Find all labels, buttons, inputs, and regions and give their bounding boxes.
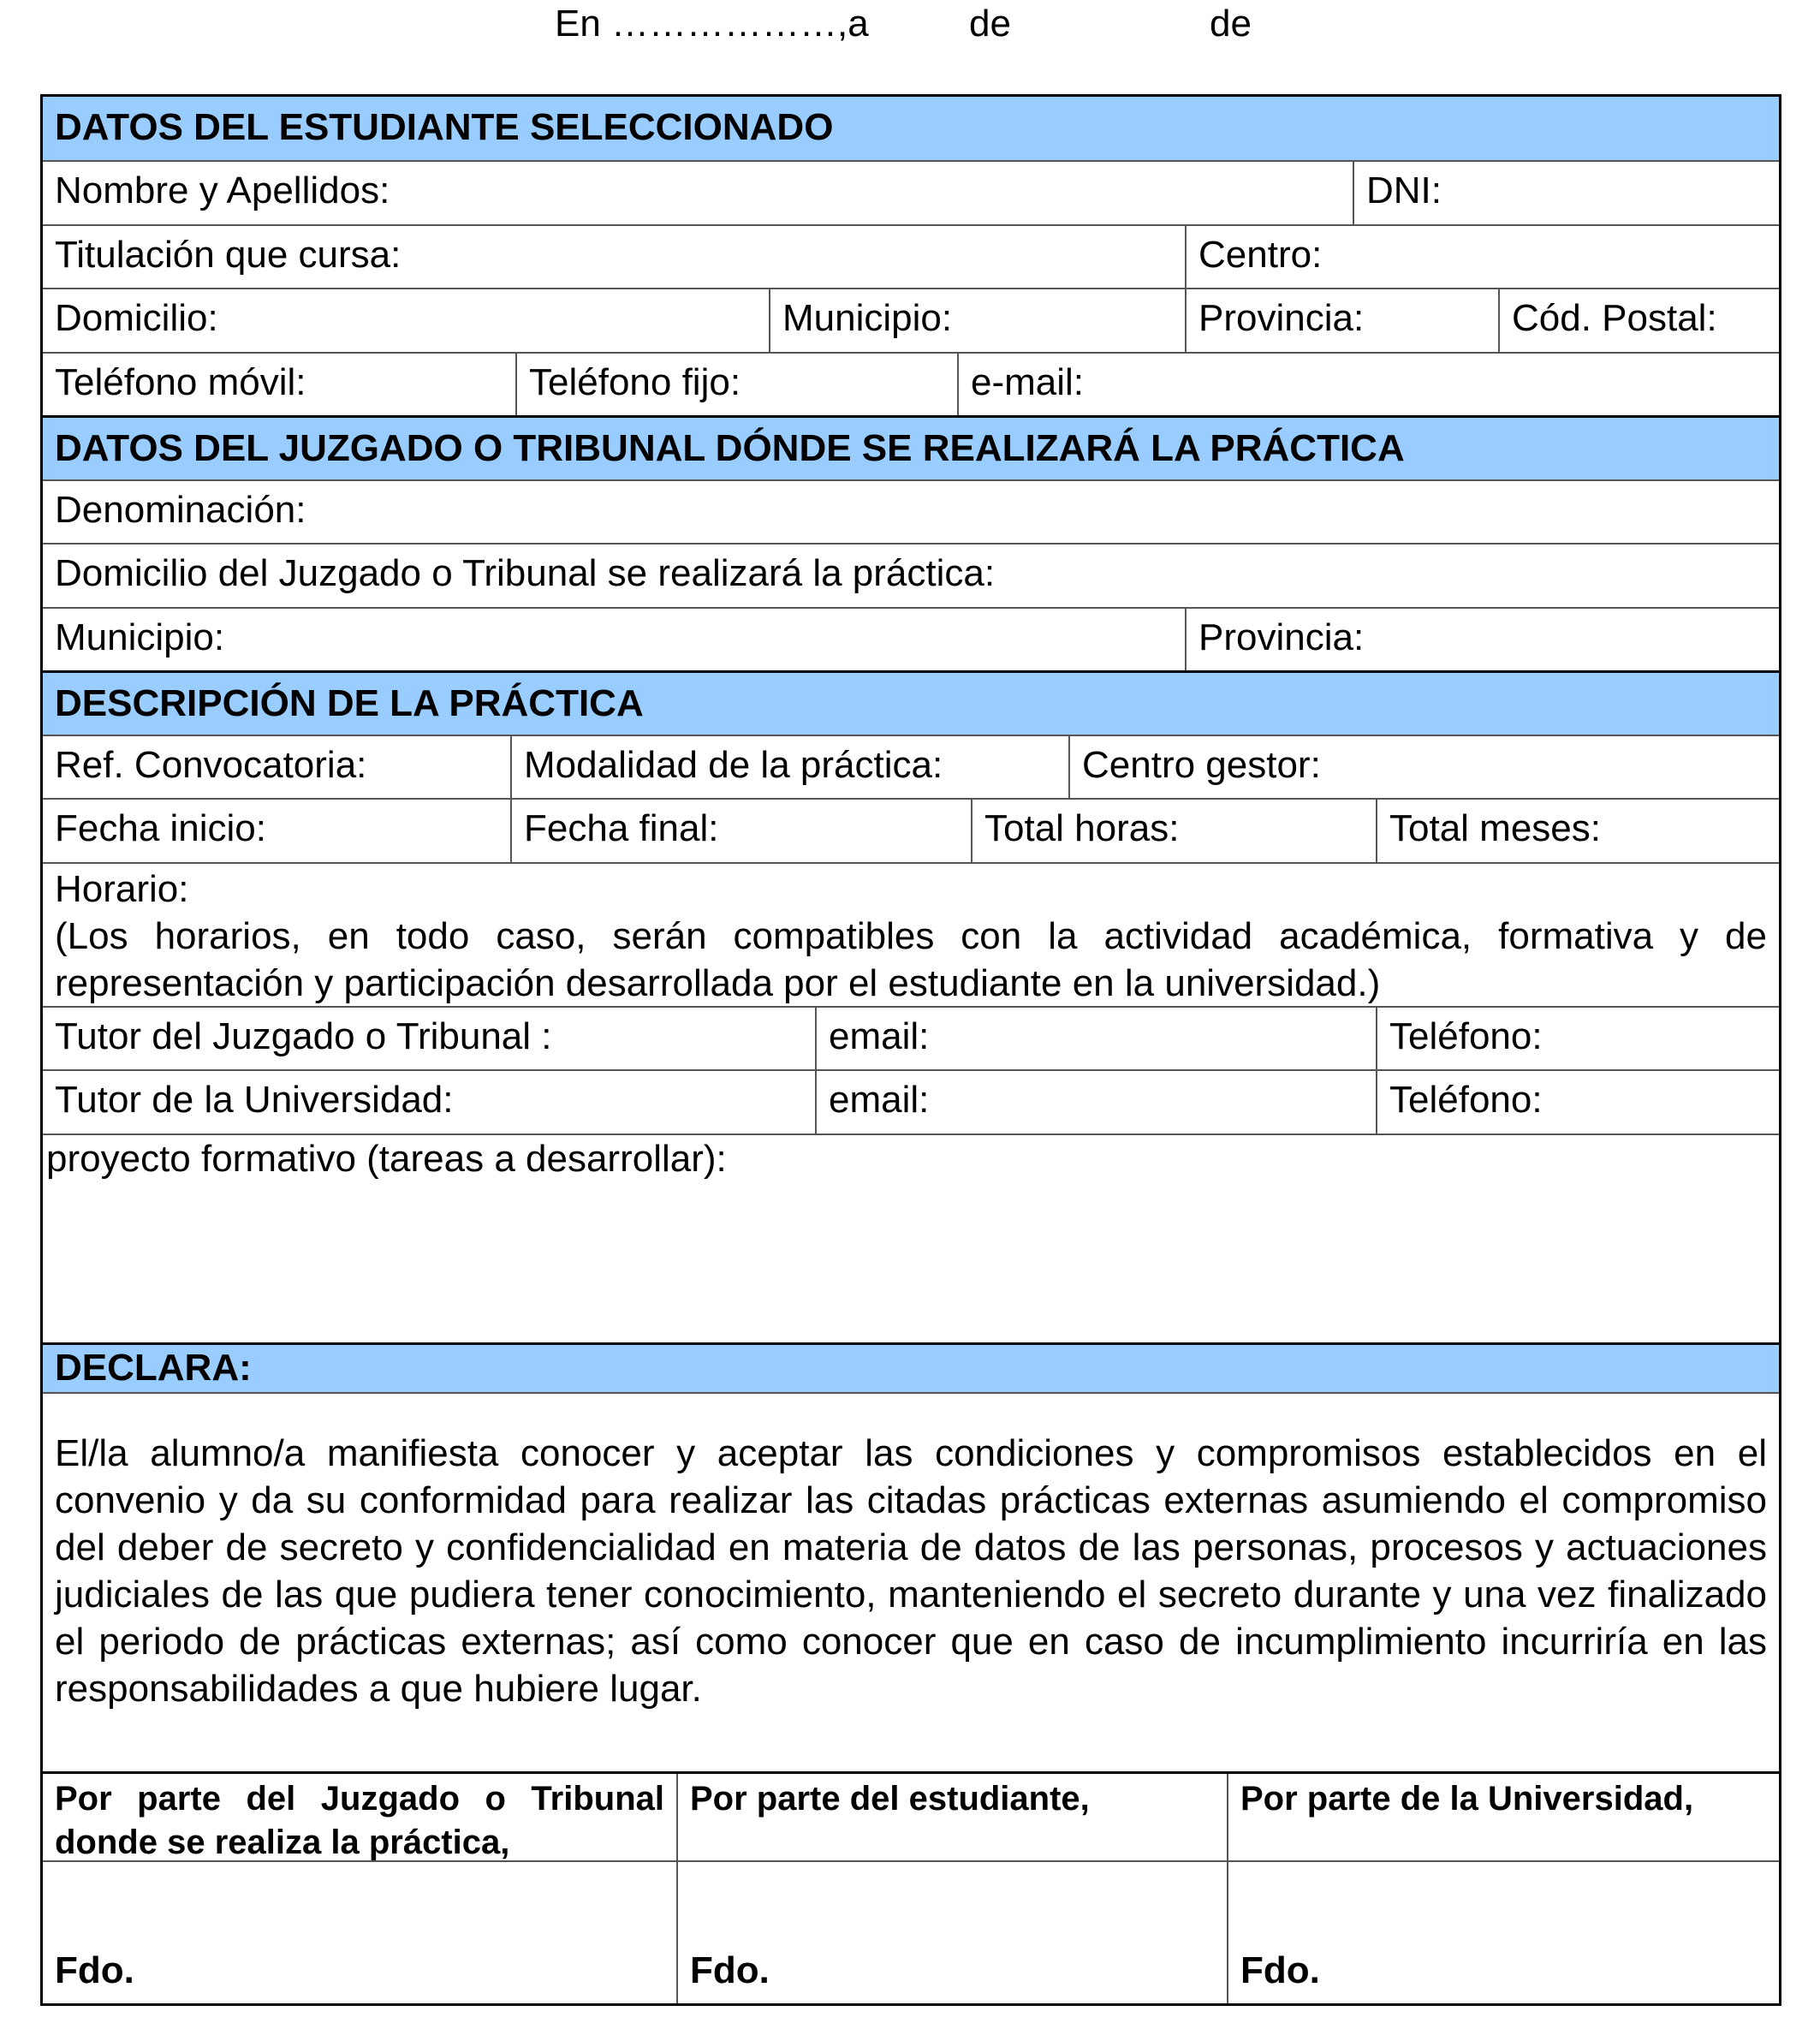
row-student-name xyxy=(43,160,1779,224)
field-ref-convocatoria[interactable] xyxy=(43,736,510,798)
section-practice-title: DESCRIPCIÓN DE LA PRÁCTICA xyxy=(55,682,644,724)
date-day-separator: de xyxy=(969,3,1011,45)
signature-box-universidad[interactable] xyxy=(1227,1862,1779,2003)
field-dni-label: DNI: xyxy=(1366,170,1442,211)
row-tutor-universidad xyxy=(43,1069,1779,1134)
field-court-provincia[interactable] xyxy=(1185,609,1779,670)
field-denominacion-label: Denominación: xyxy=(55,489,306,531)
field-fecha-final[interactable] xyxy=(510,800,971,862)
field-horario-label: Horario: xyxy=(55,868,189,910)
signature-fdo-universidad: Fdo. xyxy=(1240,1949,1320,1991)
field-court-domicilio[interactable] xyxy=(43,544,1779,607)
field-email-label: e-mail: xyxy=(971,361,1085,403)
field-modalidad[interactable] xyxy=(510,736,1068,798)
field-cod-postal[interactable] xyxy=(1498,289,1779,352)
field-tutor-universidad-telefono-label: Teléfono: xyxy=(1389,1079,1543,1121)
field-tutor-juzgado-email-label: email: xyxy=(829,1015,930,1057)
row-student-contact xyxy=(43,352,1779,415)
field-email[interactable] xyxy=(957,354,1779,415)
row-student-study xyxy=(43,224,1779,288)
horario-note: (Los horarios, en todo caso, serán compatibles con la actividad académica, formativa y de representación y participación desarrollada por el estudiante en la universidad.) xyxy=(55,915,1767,1004)
date-month-separator: de xyxy=(1210,3,1252,45)
field-court-municipio-label: Municipio: xyxy=(55,616,225,658)
row-tutor-juzgado xyxy=(43,1006,1779,1069)
row-court-address xyxy=(43,543,1779,607)
row-signature-headings xyxy=(43,1771,1779,1860)
field-centro-label: Centro: xyxy=(1198,234,1323,276)
field-tutor-juzgado-email[interactable] xyxy=(815,1008,1376,1069)
signature-fdo-juzgado: Fdo. xyxy=(55,1949,134,1991)
field-tel-fijo-label: Teléfono fijo: xyxy=(529,361,741,403)
field-total-horas[interactable] xyxy=(971,800,1376,862)
field-tutor-universidad-email-label: email: xyxy=(829,1079,930,1121)
field-horario[interactable] xyxy=(43,862,1779,1006)
field-dni[interactable] xyxy=(1353,162,1779,224)
field-titulacion[interactable] xyxy=(43,226,1185,288)
field-municipio-label: Municipio: xyxy=(782,297,953,339)
field-total-horas-label: Total horas: xyxy=(984,807,1180,849)
row-signature-boxes xyxy=(43,1860,1779,2003)
field-total-meses-label: Total meses: xyxy=(1389,807,1601,849)
field-provincia-label: Provincia: xyxy=(1198,297,1365,339)
signature-juzgado-label: Por parte del Juzgado o Tribunal donde se realiza la práctica, xyxy=(55,1780,664,1861)
field-proyecto-label: proyecto formativo (tareas a desarrollar): xyxy=(46,1138,727,1180)
row-practice-ref xyxy=(43,735,1779,798)
field-proyecto-formativo[interactable] xyxy=(43,1134,1779,1342)
field-court-municipio[interactable] xyxy=(43,609,1185,670)
field-tutor-juzgado[interactable] xyxy=(43,1008,815,1069)
field-total-meses[interactable] xyxy=(1376,800,1779,862)
field-ref-convocatoria-label: Ref. Convocatoria: xyxy=(55,744,367,786)
field-denominacion[interactable] xyxy=(43,481,1779,543)
row-court-name xyxy=(43,479,1779,543)
field-fecha-inicio-label: Fecha inicio: xyxy=(55,807,267,849)
field-tel-movil[interactable] xyxy=(43,354,515,415)
declara-paragraph: El/la alumno/a manifiesta conocer y aceptar las condiciones y compromisos establecidos en el convenio y da su conformidad para realizar las citadas prácticas externas asumiendo el compromiso del deber de secreto y confidencialidad en materia de datos de las personas, procesos y actuaciones judiciales de las que pudiera tener conocimiento, manteniendo el secreto durante y una vez finalizado el periodo de prácticas externas; así como conocer que en caso de incumplimiento incurriría en las responsabilidades a que hubiere lugar. xyxy=(55,1432,1767,1710)
field-tutor-universidad-email[interactable] xyxy=(815,1071,1376,1134)
field-tutor-universidad-telefono[interactable] xyxy=(1376,1071,1779,1134)
section-court-header xyxy=(43,415,1779,479)
signature-box-estudiante[interactable] xyxy=(676,1862,1227,2003)
section-declara-title: DECLARA: xyxy=(55,1347,252,1389)
field-modalidad-label: Modalidad de la práctica: xyxy=(524,744,943,786)
field-domicilio[interactable] xyxy=(43,289,769,352)
field-fecha-final-label: Fecha final: xyxy=(524,807,719,849)
field-court-domicilio-label: Domicilio del Juzgado o Tribunal se realizará la práctica: xyxy=(55,552,996,594)
field-domicilio-label: Domicilio: xyxy=(55,297,218,339)
field-tel-fijo[interactable] xyxy=(515,354,957,415)
field-provincia[interactable] xyxy=(1185,289,1498,352)
row-student-address xyxy=(43,288,1779,352)
row-practice-dates xyxy=(43,798,1779,862)
date-place: En ………………,a xyxy=(555,3,869,45)
signature-estudiante-label: Por parte del estudiante, xyxy=(676,1774,1227,1860)
date-header xyxy=(0,0,1820,51)
field-centro[interactable] xyxy=(1185,226,1779,288)
field-cod-postal-label: Cód. Postal: xyxy=(1512,297,1717,339)
declara-text xyxy=(43,1392,1779,1771)
field-tutor-universidad[interactable] xyxy=(43,1071,815,1134)
field-tutor-juzgado-label: Tutor del Juzgado o Tribunal : xyxy=(55,1015,552,1057)
field-tutor-juzgado-telefono-label: Teléfono: xyxy=(1389,1015,1543,1057)
section-declara-header xyxy=(43,1342,1779,1392)
field-fecha-inicio[interactable] xyxy=(43,800,510,862)
field-centro-gestor[interactable] xyxy=(1068,736,1779,798)
section-student-title: DATOS DEL ESTUDIANTE SELECCIONADO xyxy=(55,106,834,148)
field-municipio[interactable] xyxy=(769,289,1185,352)
practice-form xyxy=(40,94,1781,2006)
section-student-header xyxy=(43,97,1779,160)
field-nombre[interactable] xyxy=(43,162,1353,224)
field-tutor-universidad-label: Tutor de la Universidad: xyxy=(55,1079,454,1121)
signature-universidad-label: Por parte de la Universidad, xyxy=(1227,1774,1779,1860)
field-titulacion-label: Titulación que cursa: xyxy=(55,234,401,276)
signature-box-juzgado[interactable] xyxy=(43,1862,676,2003)
field-tel-movil-label: Teléfono móvil: xyxy=(55,361,306,403)
section-court-title: DATOS DEL JUZGADO O TRIBUNAL DÓNDE SE REALIZARÁ LA PRÁCTICA xyxy=(55,427,1405,469)
signature-fdo-estudiante: Fdo. xyxy=(690,1949,770,1991)
field-tutor-juzgado-telefono[interactable] xyxy=(1376,1008,1779,1069)
field-court-provincia-label: Provincia: xyxy=(1198,616,1365,658)
field-nombre-label: Nombre y Apellidos: xyxy=(55,170,390,211)
section-practice-header xyxy=(43,670,1779,735)
field-centro-gestor-label: Centro gestor: xyxy=(1082,744,1321,786)
row-court-location xyxy=(43,607,1779,670)
